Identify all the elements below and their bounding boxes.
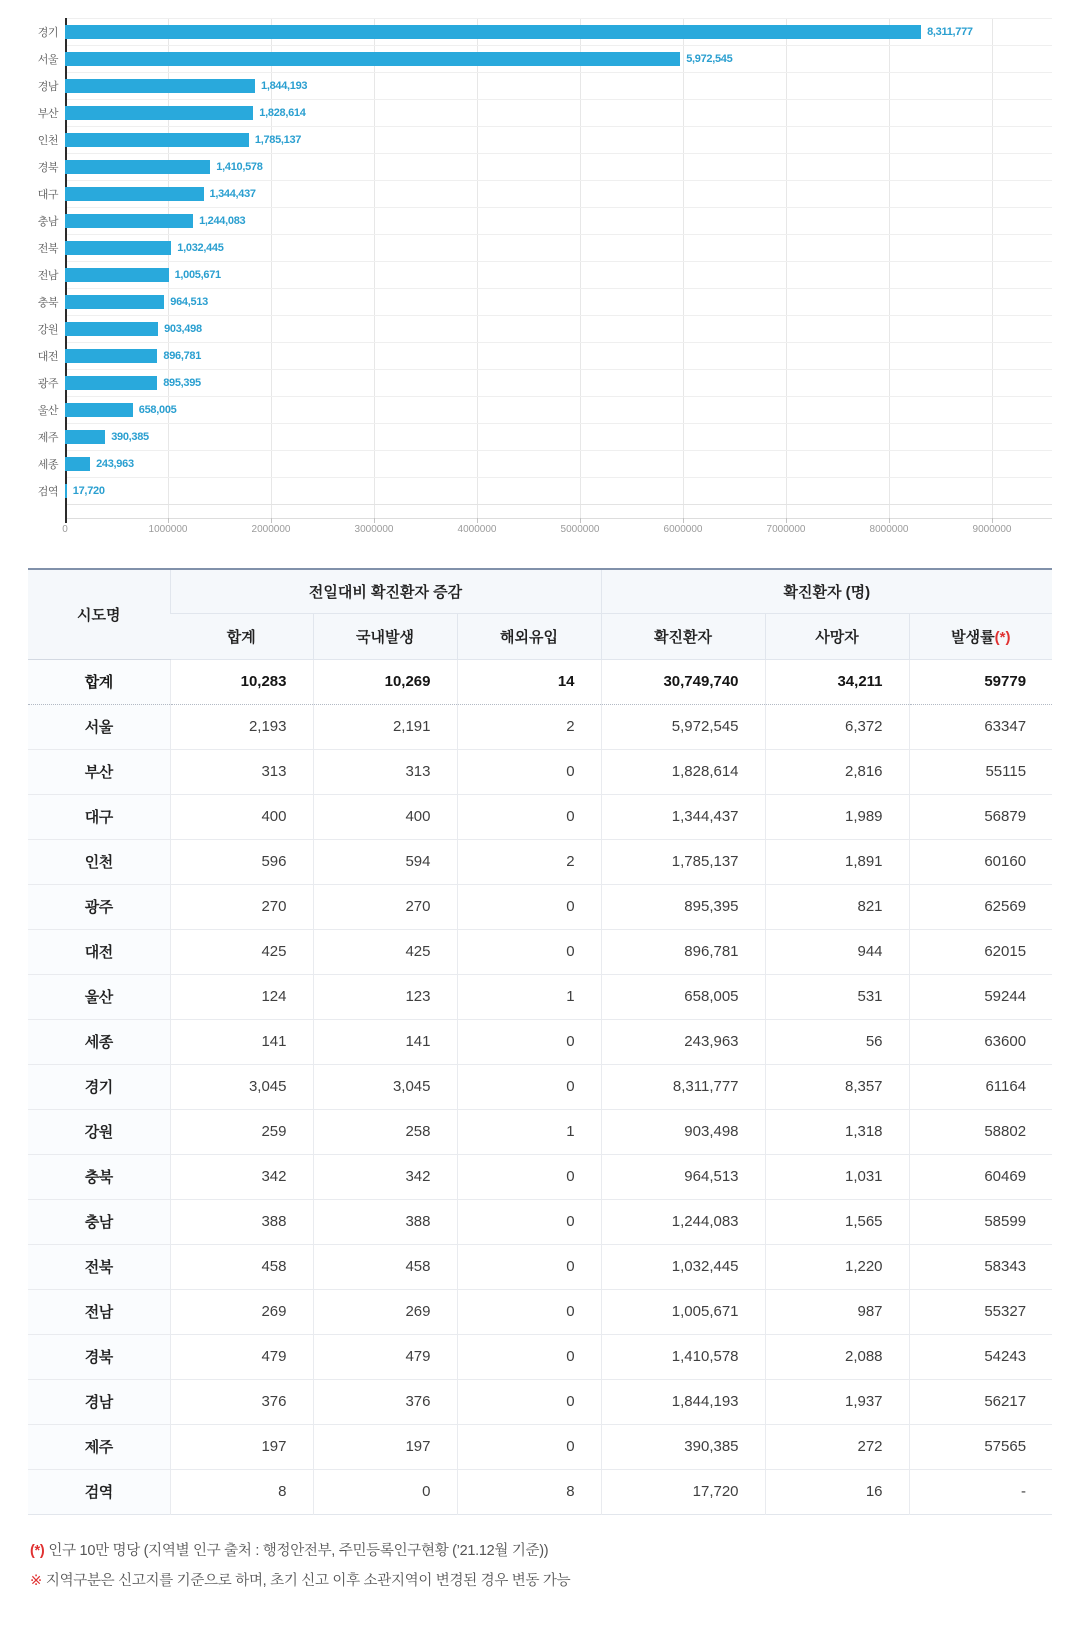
bar-value-label: 896,781: [163, 349, 202, 362]
confirmed-cell: 1,785,137: [601, 839, 765, 884]
table-row: [28, 1379, 1052, 1424]
deaths-cell: 821: [765, 884, 909, 929]
rate-cell: 61164: [909, 1064, 1052, 1109]
region-statistics-table: [28, 568, 1052, 1515]
bar: [65, 376, 157, 390]
category-label: 세종: [37, 458, 58, 471]
domestic-cell: 3,045: [313, 1064, 457, 1109]
table-row: [28, 659, 1052, 704]
category-label: 경남: [37, 80, 58, 93]
total-cell: 269: [170, 1289, 313, 1334]
rate-cell: 63347: [909, 704, 1052, 749]
category-label: 대구: [37, 188, 58, 201]
bar-value-label: 1,244,083: [199, 214, 246, 227]
table-row: [28, 1019, 1052, 1064]
total-cell: 400: [170, 794, 313, 839]
domestic-cell: 123: [313, 974, 457, 1019]
rate-cell: 63600: [909, 1019, 1052, 1064]
confirmed-cell: 390,385: [601, 1424, 765, 1469]
deaths-cell: 272: [765, 1424, 909, 1469]
imported-cell: 8: [457, 1469, 601, 1514]
table-row: [28, 1289, 1052, 1334]
rate-label: 발생률: [951, 628, 995, 646]
total-cell: 10,283: [170, 659, 313, 704]
region-cell: 광주: [28, 884, 170, 929]
table-row: [28, 1334, 1052, 1379]
confirmed-cell: 1,244,083: [601, 1199, 765, 1244]
chart-row: [28, 126, 1052, 153]
column-header-confirmed: 확진환자: [601, 613, 765, 659]
region-cell: 대전: [28, 929, 170, 974]
confirmed-cell: 895,395: [601, 884, 765, 929]
footnotes: [30, 1539, 1079, 1590]
column-header-rate: [909, 613, 1052, 659]
bar-value-label: 1,032,445: [177, 241, 224, 254]
deaths-cell: 987: [765, 1289, 909, 1334]
column-header-total: 합계: [170, 613, 313, 659]
deaths-cell: 1,031: [765, 1154, 909, 1199]
bar-track: [65, 261, 1052, 288]
rate-cell: 59244: [909, 974, 1052, 1019]
deaths-cell: 16: [765, 1469, 909, 1514]
imported-cell: 2: [457, 839, 601, 884]
table-row: [28, 794, 1052, 839]
category-label: 경북: [37, 161, 58, 174]
total-cell: 388: [170, 1199, 313, 1244]
deaths-cell: 2,088: [765, 1334, 909, 1379]
chart-row: [28, 369, 1052, 396]
confirmed-cell: 1,844,193: [601, 1379, 765, 1424]
chart-row: [28, 207, 1052, 234]
reference-mark: ※: [30, 1572, 42, 1589]
region-cell: 제주: [28, 1424, 170, 1469]
table-row: [28, 1154, 1052, 1199]
bar-track: [65, 99, 1052, 126]
confirmed-cell: 243,963: [601, 1019, 765, 1064]
confirmed-cases-bar-chart: [28, 16, 1052, 542]
deaths-cell: 531: [765, 974, 909, 1019]
bar: [65, 25, 921, 39]
bar: [65, 79, 255, 93]
deaths-cell: 1,565: [765, 1199, 909, 1244]
bar: [65, 430, 105, 444]
x-tick-label: 0: [62, 524, 68, 535]
imported-cell: 0: [457, 1379, 601, 1424]
imported-cell: 0: [457, 1334, 601, 1379]
table-row: [28, 884, 1052, 929]
domestic-cell: 269: [313, 1289, 457, 1334]
x-tick-label: 4000000: [457, 524, 497, 535]
domestic-cell: 458: [313, 1244, 457, 1289]
column-header-region: 시도명: [28, 569, 170, 659]
confirmed-cell: 658,005: [601, 974, 765, 1019]
confirmed-cell: 903,498: [601, 1109, 765, 1154]
category-label: 전북: [37, 242, 58, 255]
footnote-text: 지역구분은 신고지를 기준으로 하며, 초기 신고 이후 소관지역이 변경된 경우 변동 가능: [45, 1572, 571, 1589]
column-header-domestic: 국내발생: [313, 613, 457, 659]
bar-value-label: 1,844,193: [261, 79, 308, 92]
rate-cell: 56879: [909, 794, 1052, 839]
table-row: [28, 1199, 1052, 1244]
deaths-cell: 1,937: [765, 1379, 909, 1424]
category-label: 충남: [37, 215, 58, 228]
total-cell: 124: [170, 974, 313, 1019]
domestic-cell: 425: [313, 929, 457, 974]
bar-value-label: 1,828,614: [259, 106, 306, 119]
region-cell: 세종: [28, 1019, 170, 1064]
domestic-cell: 376: [313, 1379, 457, 1424]
chart-row: [28, 45, 1052, 72]
deaths-cell: 2,816: [765, 749, 909, 794]
chart-row: [28, 18, 1052, 45]
chart-row: [28, 450, 1052, 477]
bar: [65, 295, 164, 309]
bar-value-label: 1,344,437: [209, 187, 256, 200]
bar-track: [65, 423, 1052, 450]
table-row: [28, 704, 1052, 749]
total-cell: 141: [170, 1019, 313, 1064]
domestic-cell: 197: [313, 1424, 457, 1469]
imported-cell: 0: [457, 1019, 601, 1064]
bar-track: [65, 288, 1052, 315]
region-cell: 경기: [28, 1064, 170, 1109]
deaths-cell: 1,220: [765, 1244, 909, 1289]
category-label: 울산: [37, 404, 58, 417]
imported-cell: 0: [457, 929, 601, 974]
bar: [65, 484, 67, 498]
x-tick-label: 6000000: [663, 524, 703, 535]
confirmed-cell: 896,781: [601, 929, 765, 974]
imported-cell: 0: [457, 1244, 601, 1289]
bar-value-label: 390,385: [111, 430, 149, 443]
deaths-cell: 8,357: [765, 1064, 909, 1109]
bar-track: [65, 180, 1052, 207]
rate-cell: 58802: [909, 1109, 1052, 1154]
domestic-cell: 400: [313, 794, 457, 839]
total-cell: 425: [170, 929, 313, 974]
confirmed-cell: 30,749,740: [601, 659, 765, 704]
domestic-cell: 141: [313, 1019, 457, 1064]
bar: [65, 160, 210, 174]
table-row: [28, 1424, 1052, 1469]
imported-cell: 0: [457, 1064, 601, 1109]
chart-row: [28, 72, 1052, 99]
rate-asterisk: (*): [994, 628, 1011, 646]
imported-cell: 0: [457, 1424, 601, 1469]
region-cell: 서울: [28, 704, 170, 749]
region-cell: 울산: [28, 974, 170, 1019]
confirmed-cell: 964,513: [601, 1154, 765, 1199]
bar-track: [65, 315, 1052, 342]
category-label: 제주: [37, 431, 58, 444]
confirmed-cell: 1,410,578: [601, 1334, 765, 1379]
bar-value-label: 658,005: [138, 403, 177, 416]
confirmed-cell: 1,828,614: [601, 749, 765, 794]
table-row: [28, 974, 1052, 1019]
bar: [65, 349, 157, 363]
region-cell: 경북: [28, 1334, 170, 1379]
bar-track: [65, 396, 1052, 423]
domestic-cell: 2,191: [313, 704, 457, 749]
domestic-cell: 270: [313, 884, 457, 929]
bar-track: [65, 369, 1052, 396]
rate-cell: 56217: [909, 1379, 1052, 1424]
confirmed-cell: 8,311,777: [601, 1064, 765, 1109]
bar-track: [65, 477, 1052, 504]
bar-value-label: 1,005,671: [174, 268, 221, 281]
imported-cell: 2: [457, 704, 601, 749]
confirmed-cell: 17,720: [601, 1469, 765, 1514]
region-cell: 인천: [28, 839, 170, 884]
category-label: 광주: [37, 377, 58, 390]
bar-value-label: 5,972,545: [686, 52, 733, 65]
bar-value-label: 243,963: [96, 457, 134, 470]
table-row: [28, 1469, 1052, 1514]
table-row: [28, 1064, 1052, 1109]
chart-row: [28, 342, 1052, 369]
x-axis-labels: [62, 524, 1052, 538]
domestic-cell: 388: [313, 1199, 457, 1244]
chart-row: [28, 396, 1052, 423]
category-label: 대전: [37, 350, 58, 363]
rate-cell: 55327: [909, 1289, 1052, 1334]
rate-cell: 62569: [909, 884, 1052, 929]
total-cell: 376: [170, 1379, 313, 1424]
total-cell: 342: [170, 1154, 313, 1199]
domestic-cell: 594: [313, 839, 457, 884]
confirmed-cell: 1,344,437: [601, 794, 765, 839]
bar-value-label: 964,513: [170, 295, 208, 308]
bar-track: [65, 18, 1052, 45]
imported-cell: 1: [457, 974, 601, 1019]
bar: [65, 241, 171, 255]
total-cell: 259: [170, 1109, 313, 1154]
column-group-daily-change: 전일대비 확진환자 증감: [170, 569, 601, 613]
deaths-cell: 1,891: [765, 839, 909, 884]
region-cell: 대구: [28, 794, 170, 839]
region-cell: 충북: [28, 1154, 170, 1199]
domestic-cell: 258: [313, 1109, 457, 1154]
rate-cell: 59779: [909, 659, 1052, 704]
imported-cell: 0: [457, 1289, 601, 1334]
x-tick-label: 7000000: [766, 524, 806, 535]
bar-value-label: 8,311,777: [927, 25, 973, 38]
table-row: [28, 749, 1052, 794]
bar-value-label: 1,410,578: [216, 160, 263, 173]
rate-cell: 55115: [909, 749, 1052, 794]
chart-row: [28, 288, 1052, 315]
deaths-cell: 6,372: [765, 704, 909, 749]
bar-track: [65, 207, 1052, 234]
bar-track: [65, 126, 1052, 153]
rate-cell: 58343: [909, 1244, 1052, 1289]
region-cell: 강원: [28, 1109, 170, 1154]
bar: [65, 322, 158, 336]
bar-track: [65, 72, 1052, 99]
total-cell: 3,045: [170, 1064, 313, 1109]
total-cell: 197: [170, 1424, 313, 1469]
category-label: 충북: [37, 296, 58, 309]
category-label: 인천: [37, 134, 58, 147]
chart-row: [28, 180, 1052, 207]
chart-bars: [28, 16, 1052, 504]
table-row: [28, 929, 1052, 974]
rate-cell: 57565: [909, 1424, 1052, 1469]
domestic-cell: 0: [313, 1469, 457, 1514]
x-tick-label: 2000000: [251, 524, 291, 535]
total-cell: 8: [170, 1469, 313, 1514]
bar-track: [65, 234, 1052, 261]
deaths-cell: 34,211: [765, 659, 909, 704]
region-cell: 부산: [28, 749, 170, 794]
footnote-rate-definition: [30, 1539, 1079, 1560]
rate-cell: 60160: [909, 839, 1052, 884]
bar-value-label: 903,498: [164, 322, 202, 335]
confirmed-cell: 1,032,445: [601, 1244, 765, 1289]
column-header-imported: 해외유입: [457, 613, 601, 659]
table-row: [28, 839, 1052, 884]
chart-row: [28, 99, 1052, 126]
rate-cell: -: [909, 1469, 1052, 1514]
imported-cell: 14: [457, 659, 601, 704]
bar-track: [65, 342, 1052, 369]
bar-value-label: 1,785,137: [254, 133, 302, 146]
table-row: [28, 1244, 1052, 1289]
bar-value-label: 895,395: [163, 376, 201, 389]
rate-cell: 62015: [909, 929, 1052, 974]
column-group-confirmed: 확진환자 (명): [601, 569, 1052, 613]
domestic-cell: 342: [313, 1154, 457, 1199]
footnote-region-classification: [30, 1569, 1079, 1590]
category-label: 검역: [37, 485, 58, 498]
chart-row: [28, 423, 1052, 450]
footnote-text: 인구 10만 명당 (지역별 인구 출처 : 행정안전부, 주민등록인구현황 (’21.12월 기준)): [48, 1542, 549, 1559]
total-cell: 458: [170, 1244, 313, 1289]
deaths-cell: 56: [765, 1019, 909, 1064]
chart-row: [28, 234, 1052, 261]
confirmed-cell: 5,972,545: [601, 704, 765, 749]
bar-value-label: 17,720: [72, 484, 105, 497]
category-label: 서울: [37, 53, 58, 66]
deaths-cell: 1,318: [765, 1109, 909, 1154]
asterisk-mark: (*): [30, 1542, 45, 1559]
chart-row: [28, 153, 1052, 180]
bar: [65, 52, 680, 66]
bar: [65, 106, 253, 120]
region-cell: 충남: [28, 1199, 170, 1244]
chart-row: [28, 315, 1052, 342]
table-row: [28, 1109, 1052, 1154]
confirmed-cell: 1,005,671: [601, 1289, 765, 1334]
total-cell: 479: [170, 1334, 313, 1379]
category-label: 전남: [37, 269, 58, 282]
bar: [65, 187, 204, 201]
bar: [65, 133, 249, 147]
category-label: 부산: [37, 107, 58, 120]
imported-cell: 0: [457, 1154, 601, 1199]
region-cell: 검역: [28, 1469, 170, 1514]
region-cell: 합계: [28, 659, 170, 704]
rate-cell: 54243: [909, 1334, 1052, 1379]
imported-cell: 0: [457, 1199, 601, 1244]
bar: [65, 268, 169, 282]
domestic-cell: 313: [313, 749, 457, 794]
bar-track: [65, 450, 1052, 477]
total-cell: 2,193: [170, 704, 313, 749]
total-cell: 596: [170, 839, 313, 884]
domestic-cell: 479: [313, 1334, 457, 1379]
chart-row: [28, 261, 1052, 288]
imported-cell: 0: [457, 794, 601, 839]
imported-cell: 1: [457, 1109, 601, 1154]
imported-cell: 0: [457, 749, 601, 794]
x-tick-label: 3000000: [354, 524, 394, 535]
deaths-cell: 1,989: [765, 794, 909, 839]
total-cell: 270: [170, 884, 313, 929]
total-cell: 313: [170, 749, 313, 794]
x-tick-label: 9000000: [972, 524, 1012, 535]
deaths-cell: 944: [765, 929, 909, 974]
column-header-deaths: 사망자: [765, 613, 909, 659]
rate-cell: 58599: [909, 1199, 1052, 1244]
bar: [65, 403, 133, 417]
bar: [65, 457, 90, 471]
region-cell: 전북: [28, 1244, 170, 1289]
rate-cell: 60469: [909, 1154, 1052, 1199]
x-tick-label: 8000000: [869, 524, 909, 535]
bar: [65, 214, 193, 228]
x-tick-label: 5000000: [560, 524, 600, 535]
bar-track: [65, 153, 1052, 180]
category-label: 경기: [37, 26, 58, 39]
chart-row: [28, 477, 1052, 504]
domestic-cell: 10,269: [313, 659, 457, 704]
x-tick-label: 1000000: [148, 524, 188, 535]
region-cell: 경남: [28, 1379, 170, 1424]
imported-cell: 0: [457, 884, 601, 929]
region-cell: 전남: [28, 1289, 170, 1334]
category-label: 강원: [37, 323, 58, 336]
bar-track: [65, 45, 1052, 72]
